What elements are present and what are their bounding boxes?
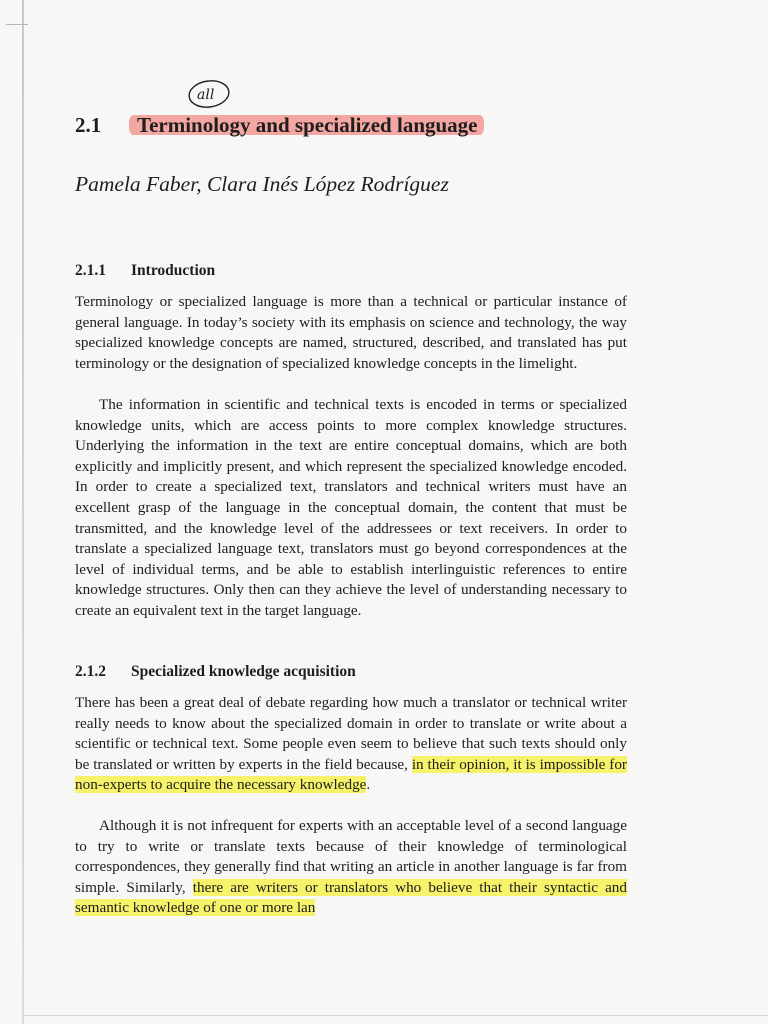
chapter-title: Terminology and specialized language: [129, 113, 484, 137]
section-title: Specialized knowledge acquisition: [131, 663, 356, 680]
annotation-text: all: [197, 87, 215, 103]
scan-mark: [6, 24, 28, 25]
section-heading-knowledge-acquisition: [75, 663, 356, 681]
section-heading-introduction: [75, 262, 215, 280]
highlighted-text: there are writers or translators who believe that their syntactic and semantic knowledge of one or more lan: [75, 878, 627, 917]
section-title: Introduction: [131, 262, 216, 279]
chapter-number: 2.1: [75, 113, 102, 137]
paragraph-text: .: [366, 776, 371, 794]
chapter-heading: [75, 113, 484, 138]
section-number: 2.1.1: [75, 262, 106, 279]
paragraph-intro-2: The information in scientific and technical texts is encoded in terms or specialized knowledge units, which are access points to more complex knowledge structures. Underlying the information in the text are entire conceptual domains, which are both explicitly and implicitly present, and which represent the specialized knowledge encoded. In order to create a specialized text, translators and technical writers must have an excellent grasp of the language in the conceptual domain, the content that must be transmitted, and the knowledge level of the addressees or text receivers. In order to translate a specialized language text, translators must go beyond correspondences at the level of individual terms, and be able to establish interlinguistic references to entire knowledge structures. Only then can they achieve the level of understanding necessary to create an equivalent text in the target language.: [75, 396, 627, 619]
page-binding-edge: [22, 0, 24, 1024]
section-number: 2.1.2: [75, 663, 106, 680]
chapter-authors: Pamela Faber, Clara Inés López Rodríguez: [75, 172, 449, 196]
handwritten-annotation: [187, 78, 235, 117]
paragraph-acquisition-2: [75, 816, 627, 919]
page-bottom-edge: [22, 1015, 768, 1016]
paragraph-text: Although it is not infrequent for experts with an acceptable level of a second language to try to write or translate texts because of their knowledge of terminological correspondences, they generally find that writing an article in another language is far from simple. Similarly,: [75, 817, 627, 896]
paragraph-intro-1: Terminology or specialized language is more than a technical or particular instance of general language. In today’s society with its emphasis on science and technology, the way specialized knowledge concepts are named, structured, described, and translated has put terminology or the designation of specialized knowledge concepts in the limelight.: [75, 293, 627, 372]
paragraph-acquisition-1: [75, 693, 627, 796]
highlighted-text: in their opinion, it is impossible for non-experts to acquire the necessary knowledge: [75, 755, 627, 794]
paragraph-text: There has been a great deal of debate regarding how much a translator or technical writer really needs to know about the specialized domain in order to translate or write about a scientific or technical text. Some people even seem to believe that such texts should only be translated or written by experts in the field because,: [75, 694, 627, 773]
circled-annotation-icon: [187, 78, 235, 112]
